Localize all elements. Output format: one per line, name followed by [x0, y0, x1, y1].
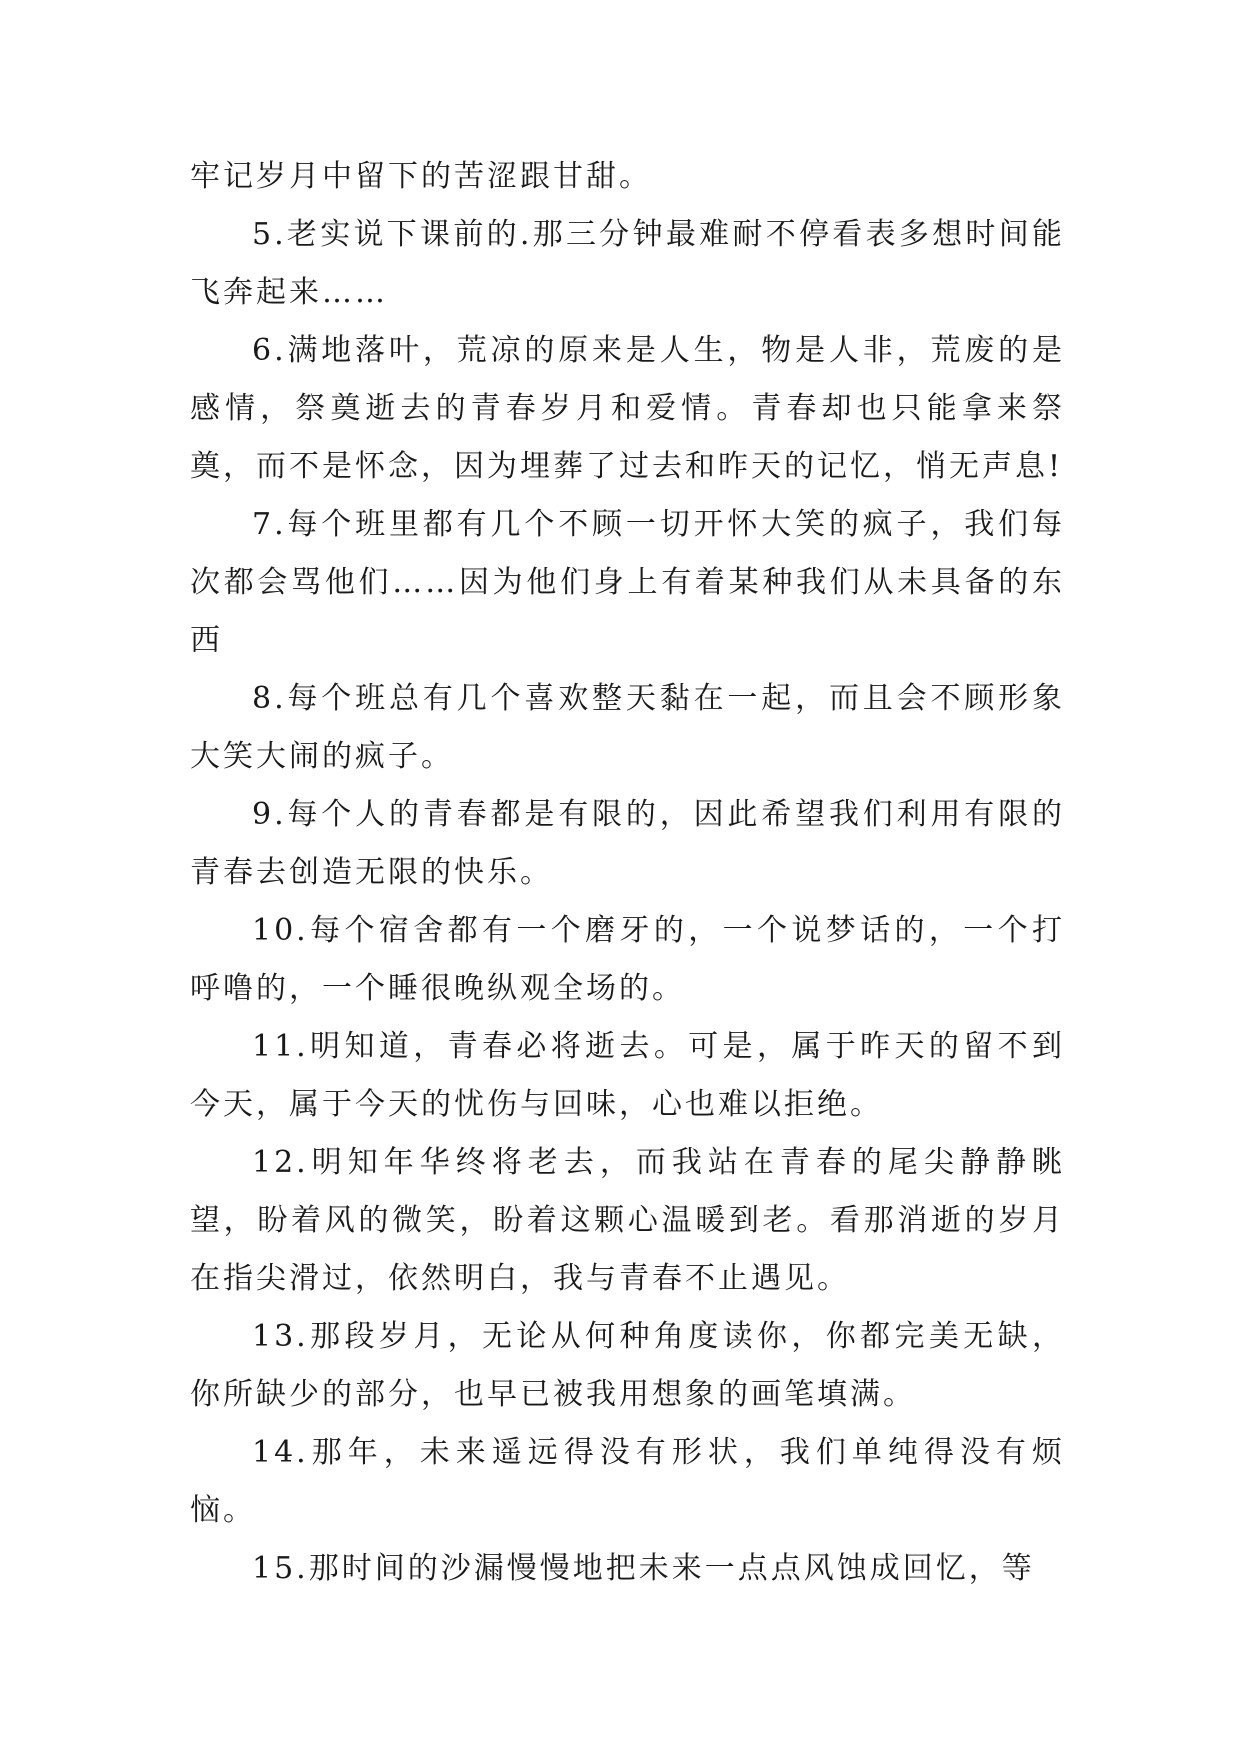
paragraph-item-5: 5.老实说下课前的.那三分钟最难耐不停看表多想时间能飞奔起来…… — [190, 217, 1065, 310]
document-body — [190, 148, 1065, 1598]
paragraph-item-6: 6.满地落叶，荒凉的原来是人生，物是人非，荒废的是感情，祭奠逝去的青春岁月和爱情。青春却也只能拿来祭奠，而不是怀念，因为埋葬了过去和昨天的记忆，悄无声息! — [190, 333, 1065, 484]
paragraph-item-8: 8.每个班总有几个喜欢整天黏在一起，而且会不顾形象大笑大闹的疯子。 — [190, 681, 1065, 774]
paragraph-item-11: 11.明知道，青春必将逝去。可是，属于昨天的留不到今天，属于今天的忧伤与回味，心也难以拒绝。 — [190, 1029, 1065, 1122]
paragraph-item-13: 13.那段岁月，无论从何种角度读你，你都完美无缺，你所缺少的部分，也早已被我用想象的画笔填满。 — [190, 1319, 1065, 1412]
paragraph-item-14: 14.那年，未来遥远得没有形状，我们单纯得没有烦恼。 — [190, 1435, 1065, 1528]
paragraph-item-10: 10.每个宿舍都有一个磨牙的，一个说梦话的，一个打呼噜的，一个睡很晚纵观全场的。 — [190, 913, 1065, 1006]
paragraph-item-7: 7.每个班里都有几个不顾一切开怀大笑的疯子，我们每次都会骂他们……因为他们身上有着某种我们从未具备的东西 — [190, 507, 1065, 658]
paragraph-continuation: 牢记岁月中留下的苦涩跟甘甜。 — [190, 159, 652, 194]
paragraph-item-9: 9.每个人的青春都是有限的，因此希望我们利用有限的青春去创造无限的快乐。 — [190, 797, 1065, 890]
paragraph-item-15: 15.那时间的沙漏慢慢地把未来一点点风蚀成回忆，等 — [252, 1551, 1035, 1586]
paragraph-item-12: 12.明知年华终将老去，而我站在青春的尾尖静静眺望，盼着风的微笑，盼着这颗心温暖到老。看那消逝的岁月在指尖滑过，依然明白，我与青春不止遇见。 — [190, 1145, 1065, 1296]
